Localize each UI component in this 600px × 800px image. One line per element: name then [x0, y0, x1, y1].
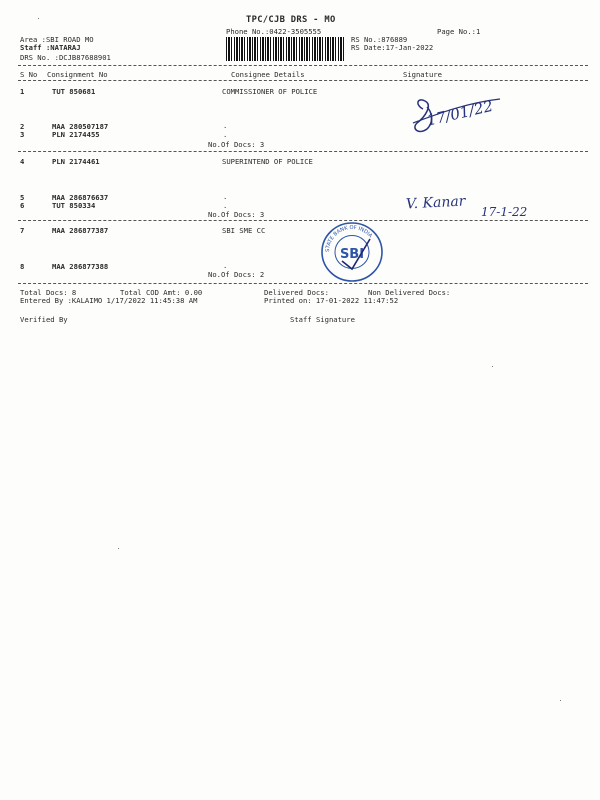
total-cod: Total COD Amt: 0.00	[120, 288, 203, 297]
col-consignment: Consignment No	[47, 70, 108, 79]
scan-speck	[492, 366, 493, 367]
delivered-docs: Delivered Docs:	[264, 288, 329, 297]
row-consignee: .	[223, 261, 228, 270]
phone-number: Phone No.:0422-3505555	[226, 27, 322, 36]
col-signature: Signature	[403, 70, 442, 79]
docs-count: No.Of Docs: 3	[208, 140, 265, 149]
printed-on: Printed on: 17-01-2022 11:47:52	[264, 296, 399, 305]
staff-label: Staff :NATARAJ	[20, 43, 81, 52]
row-consignment: TUT 850334	[52, 201, 96, 210]
divider	[18, 151, 588, 152]
row-consignment: MAA 286877388	[52, 262, 109, 271]
row-consignee: .	[223, 130, 228, 139]
row-sno: 3	[20, 130, 25, 139]
signature-date-1: 17/01/22	[425, 96, 495, 130]
page-number: Page No.:1	[437, 27, 481, 36]
row-consignment: MAA 286877387	[52, 226, 109, 235]
row-sno: 5	[20, 193, 25, 202]
docs-count: No.Of Docs: 2	[208, 270, 265, 279]
scan-speck	[38, 18, 39, 19]
stamp-ring-text: STATE BANK OF INDIA	[324, 224, 374, 253]
signature-name-2: V. Kanar	[405, 193, 466, 213]
rs-number: RS No.:876889	[351, 35, 408, 44]
divider	[18, 80, 588, 81]
non-delivered-docs: Non Delivered Docs:	[368, 288, 451, 297]
row-consignee: SBI SME CC	[222, 226, 266, 235]
divider	[18, 283, 588, 284]
sbi-stamp	[320, 221, 384, 283]
col-sno: S No	[20, 70, 38, 79]
row-sno: 8	[20, 262, 25, 271]
row-consignment: TUT 850681	[52, 87, 96, 96]
row-sno: 7	[20, 226, 25, 235]
col-consignee: Consignee Details	[231, 70, 305, 79]
row-consignee: .	[223, 192, 228, 201]
total-docs: Total Docs: 8	[20, 288, 77, 297]
area-label: Area :SBI ROAD MO	[20, 35, 94, 44]
drs-number: DRS No. :DCJB87688901	[20, 53, 111, 62]
stamp-center-text: SBI	[339, 247, 365, 262]
entered-by: Entered By :KALAIMO 1/17/2022 11:45:38 AM	[20, 296, 198, 305]
row-sno: 4	[20, 157, 25, 166]
report-title: TPC/CJB DRS - MO	[246, 15, 336, 25]
row-consignment: PLN 2174455	[52, 130, 100, 139]
signature-date-2: 17-1-22	[481, 205, 528, 219]
divider	[18, 220, 588, 221]
verified-by: Verified By	[20, 315, 68, 324]
row-consignment: MAA 280507187	[52, 122, 109, 131]
row-consignment: MAA 286876637	[52, 193, 109, 202]
scan-speck	[118, 548, 119, 549]
row-consignee: .	[223, 201, 228, 210]
scan-speck	[560, 700, 561, 701]
row-consignee: .	[223, 121, 228, 130]
divider	[18, 65, 588, 66]
docs-count: No.Of Docs: 3	[208, 210, 265, 219]
row-sno: 1	[20, 87, 25, 96]
rs-date: RS Date:17-Jan-2022	[351, 43, 434, 52]
row-sno: 2	[20, 122, 25, 131]
row-sno: 6	[20, 201, 25, 210]
staff-signature-label: Staff Signature	[290, 315, 355, 324]
row-consignee: COMMISSIONER OF POLICE	[222, 87, 318, 96]
row-consignment: PLN 2174461	[52, 157, 100, 166]
barcode	[226, 37, 344, 61]
row-consignee: SUPERINTEND OF POLICE	[222, 157, 313, 166]
